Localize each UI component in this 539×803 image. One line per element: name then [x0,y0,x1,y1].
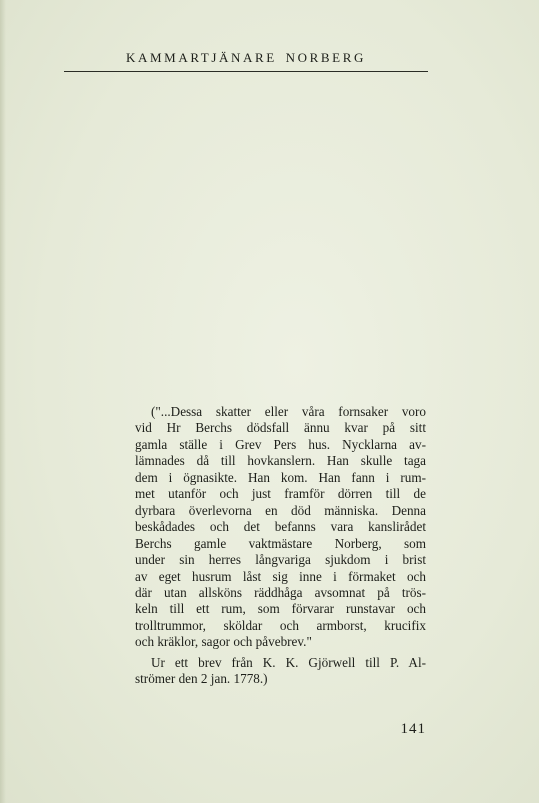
page-number: 141 [400,721,426,737]
quote-line: Berchs gamle vaktmästare Norberg, som [135,535,426,551]
quote-line: där utan allsköns räddhåga avsomnat på trös- [135,584,426,600]
header-rule [64,71,428,72]
quote-line: vid Hr Berchs dödsfall ännu kvar på sitt [135,420,426,436]
quote-line: lämnades då till hovkanslern. Han skulle taga [135,453,426,469]
quote-line: keln till ett rum, som förvarar runstavar och [135,601,426,617]
running-head: KAMMARTJÄNARE NORBERG [126,50,366,65]
source-line: strömer den 2 jan. 1778.) [135,671,268,687]
quote-line: trolltrummor, sköldar och armborst, krucifix [135,617,426,633]
quote-line: ("...Dessa skatter eller våra fornsaker voro [151,404,426,419]
quote-block [135,404,426,688]
quote-line: dyrbara överlevorna en död människa. Denna [135,502,426,518]
quote-line: under sin herres långvariga sjukdom i brist [135,552,426,568]
quote-line: beskådades och det befanns vara kanslirådet [135,519,426,535]
quote-line: och kräklor, sagor och påvebrev." [135,634,312,650]
quote-line: dem i ögnasikte. Han kom. Han fann i rum- [135,469,426,485]
quote-line: gamla ställe i Grev Pers hus. Nycklarna av- [135,436,426,452]
source-line: Ur ett brev från K. K. Gjörwell till P. Al- [151,654,426,670]
quote-line: met utanför och just framför dörren till de [135,486,426,502]
page-edge-shadow [0,0,6,803]
quote-line: av eget husrum låst sig inne i förmaket och [135,568,426,584]
